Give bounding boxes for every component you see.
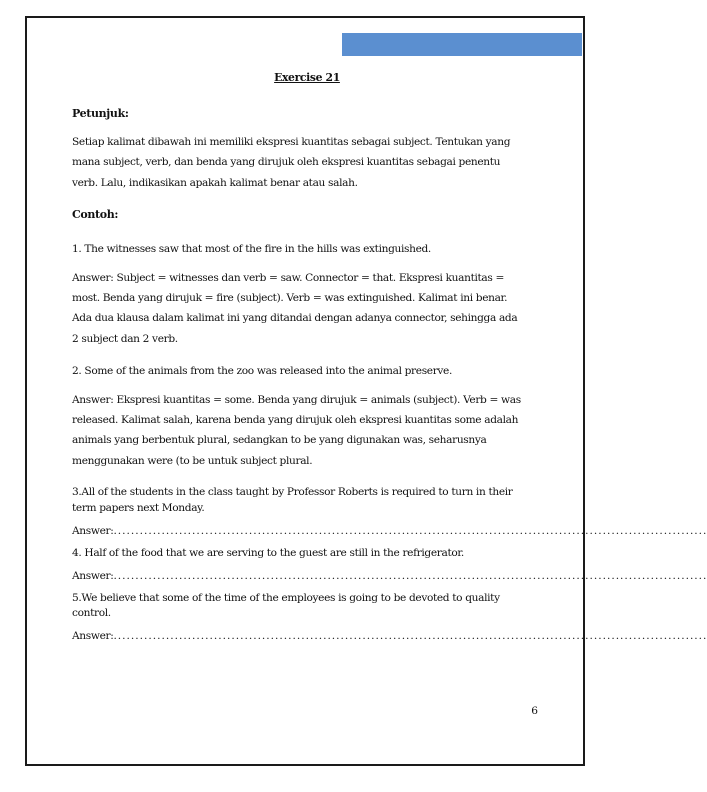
page-title: Exercise 21 — [274, 71, 340, 84]
examples-heading: Contoh: — [72, 208, 119, 222]
answer-label: Answer: — [72, 525, 114, 538]
answer-dots: ........................................................................................................................................ — [113, 525, 707, 538]
example-2-question: 2. Some of the animals from the zoo was released into the animal preserve. — [72, 365, 452, 378]
example-answer-line: Answer: Subject = witnesses dan verb = saw. Connector = that. Ekspresi kuantitas = — [72, 271, 505, 284]
answer-dots: ........................................................................................................................................ — [113, 629, 707, 642]
header-bar — [342, 33, 582, 56]
exercise-5 — [72, 591, 707, 644]
page-number: 6 — [531, 705, 538, 717]
instructions-line: verb. Lalu, indikasikan apakah kalimat benar atau salah. — [72, 176, 358, 189]
instructions-line: mana subject, verb, dan benda yang dirujuk oleh ekspresi kuantitas sebagai penentu — [72, 156, 501, 169]
answer-label: Answer: — [72, 569, 114, 582]
exercise-4 — [72, 546, 707, 584]
example-answer-line: most. Benda yang dirujuk = fire (subject). Verb = was extinguished. Kalimat ini benar. — [72, 292, 508, 305]
document-content — [72, 68, 707, 644]
example-answer-line: animals yang berbentuk plural, sedangkan to be yang digunakan was, seharusnya — [72, 434, 487, 447]
example-answer-line: Answer: Ekspresi kuantitas = some. Benda yang dirujuk = animals (subject). Verb = was — [72, 393, 521, 406]
answer-dots: ........................................................................................................................................ — [113, 569, 707, 582]
instructions-heading: Petunjuk: — [72, 107, 129, 120]
exercise-question-line: 5.We believe that some of the time of the employees is going to be devoted to quality — [72, 591, 500, 604]
example-answer-line: Ada dua klausa dalam kalimat ini yang ditandai dengan adanya connector, sehingga ada — [72, 312, 518, 325]
exercise-question-line: control. — [72, 607, 111, 620]
exercise-3 — [72, 485, 707, 539]
exercise-question-line: 4. Half of the food that we are serving to the guest are still in the refrigerator. — [72, 547, 464, 560]
example-1-question: 1. The witnesses saw that most of the fire in the hills was extinguished. — [72, 243, 431, 256]
example-answer-line: menggunakan were (to be untuk subject plural. — [72, 454, 313, 467]
example-2-answer — [72, 390, 534, 472]
example-answer-line: 2 subject dan 2 verb. — [72, 332, 178, 345]
exercise-question-line: term papers next Monday. — [72, 501, 205, 514]
example-answer-line: released. Kalimat salah, karena benda yang dirujuk oleh ekspresi kuantitas some adalah — [72, 414, 519, 427]
example-1-answer — [72, 268, 534, 350]
answer-field[interactable] — [72, 524, 707, 539]
answer-label: Answer: — [72, 629, 114, 642]
instructions-line: Setiap kalimat dibawah ini memiliki ekspresi kuantitas sebagai subject. Tentukan yang — [72, 136, 511, 148]
exercise-question-line: 3.All of the students in the class taught by Professor Roberts is required to turn in their — [72, 486, 513, 499]
answer-field[interactable] — [72, 569, 707, 584]
instructions-text — [72, 132, 534, 193]
answer-field[interactable] — [72, 629, 707, 644]
